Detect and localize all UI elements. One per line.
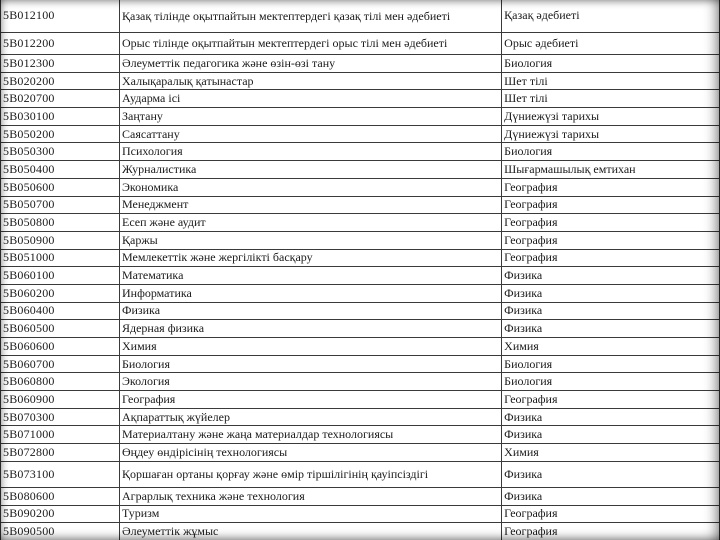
specialty-name: Материалтану және жаңа материалдар технологиясы [119,426,501,444]
specialty-code: 5В060800 [1,373,120,391]
profile-exam: Биология [502,143,720,161]
specialty-code: 5В072800 [1,444,120,462]
specialty-name: Есеп және аудит [119,214,501,232]
profile-exam: География [502,523,720,540]
specialty-name: Журналистика [119,161,501,179]
specialty-code: 5В051000 [1,249,120,267]
specialty-code: 5В060600 [1,338,120,356]
profile-exam: Физика [502,320,720,338]
specialty-code: 5В060100 [1,267,120,285]
specialty-name: Орыс тілінде оқытпайтын мектептердегі орыс тілі мен әдебиеті [119,33,501,55]
specialty-name: Аударма ісі [119,90,501,108]
specialty-code: 5В090200 [1,505,120,523]
specialty-name: География [119,391,501,409]
specialty-code: 5В050900 [1,231,120,249]
table-row [1,161,720,179]
profile-exam: Қазақ әдебиеті [502,0,720,33]
specialty-code: 5В060400 [1,302,120,320]
profile-exam: География [502,391,720,409]
table-row [1,408,720,426]
table-row [1,461,720,487]
specialty-name: Психология [119,143,501,161]
specialty-name: Өңдеу өндірісінің технологиясы [119,444,501,462]
table-row [1,505,720,523]
table-row [1,373,720,391]
specialty-name: Математика [119,267,501,285]
profile-exam: География [502,249,720,267]
table-row [1,125,720,143]
profile-exam: Биология [502,55,720,73]
specialty-name: Ақпараттық жүйелер [119,408,501,426]
specialty-code: 5В012200 [1,33,120,55]
table-row [1,0,720,33]
table-row [1,523,720,540]
specialty-code: 5В050300 [1,143,120,161]
table-row [1,284,720,302]
profile-exam: Физика [502,408,720,426]
profile-exam: Физика [502,426,720,444]
specialty-code: 5В050600 [1,178,120,196]
specialty-code: 5В020200 [1,72,120,90]
specialty-code: 5В012100 [1,0,120,33]
table-row [1,178,720,196]
profile-exam: Физика [502,487,720,505]
table-row [1,355,720,373]
table-row [1,143,720,161]
table-row [1,338,720,356]
profile-exam: Биология [502,355,720,373]
specialty-code: 5В090500 [1,523,120,540]
profile-exam: Физика [502,267,720,285]
profile-exam: Химия [502,338,720,356]
table-row [1,444,720,462]
specialty-code: 5В060200 [1,284,120,302]
specialty-code: 5В071000 [1,426,120,444]
profile-exam: Химия [502,444,720,462]
table-row [1,33,720,55]
specialty-name: Қоршаған ортаны қорғау және өмір тіршілігінің қауіпсіздігі [119,461,501,487]
profile-exam: География [502,505,720,523]
specialty-name: Аграрлық техника және технология [119,487,501,505]
specialty-code: 5В070300 [1,408,120,426]
profile-exam: География [502,231,720,249]
specialty-code: 5В080600 [1,487,120,505]
profile-exam: Шет тілі [502,72,720,90]
profile-exam: Орыс әдебиеті [502,33,720,55]
specialty-name: Экономика [119,178,501,196]
profile-exam: Физика [502,461,720,487]
specialty-code: 5В020700 [1,90,120,108]
profile-exam: География [502,214,720,232]
specialty-name: Әлеуметтік жұмыс [119,523,501,540]
table-row [1,391,720,409]
table-row [1,267,720,285]
profile-exam: Шет тілі [502,90,720,108]
profile-exam: Физика [502,284,720,302]
specialty-name: Халықаралық қатынастар [119,72,501,90]
specialty-name: Ядерная физика [119,320,501,338]
specialty-code: 5В050700 [1,196,120,214]
specialty-code: 5В050200 [1,125,120,143]
specialty-name: Әлеуметтік педагогика және өзін-өзі тану [119,55,501,73]
profile-exam: География [502,178,720,196]
profile-exam: География [502,196,720,214]
specialty-code: 5В030100 [1,108,120,126]
table-row [1,426,720,444]
table-row [1,90,720,108]
table-row [1,55,720,73]
profile-exam: Шығармашылық емтихан [502,161,720,179]
specialty-name: Информатика [119,284,501,302]
profile-exam: Физика [502,302,720,320]
table-row [1,320,720,338]
specialty-name: Заңтану [119,108,501,126]
table-row [1,302,720,320]
specialty-code: 5В050800 [1,214,120,232]
table-row [1,108,720,126]
specialty-code: 5В050400 [1,161,120,179]
profile-exam: Дүниежүзі тарихы [502,108,720,126]
specialty-name: Химия [119,338,501,356]
specialty-code: 5В073100 [1,461,120,487]
specialty-name: Қаржы [119,231,501,249]
table-row [1,72,720,90]
specialty-name: Туризм [119,505,501,523]
specialty-code: 5В012300 [1,55,120,73]
table-row [1,196,720,214]
specialty-name: Саясаттану [119,125,501,143]
specialty-name: Физика [119,302,501,320]
profile-exam: Дүниежүзі тарихы [502,125,720,143]
specialty-name: Менеджмент [119,196,501,214]
specialty-name: Мемлекеттік және жергілікті басқару [119,249,501,267]
table-row [1,249,720,267]
profile-exam: Биология [502,373,720,391]
table-row [1,231,720,249]
table-row [1,214,720,232]
specialty-code: 5В060900 [1,391,120,409]
table-row [1,487,720,505]
specialty-code: 5В060500 [1,320,120,338]
specialty-name: Экология [119,373,501,391]
specialty-name: Қазақ тілінде оқытпайтын мектептердегі қазақ тілі мен әдебиеті [119,0,501,33]
specialty-code: 5В060700 [1,355,120,373]
specialty-name: Биология [119,355,501,373]
